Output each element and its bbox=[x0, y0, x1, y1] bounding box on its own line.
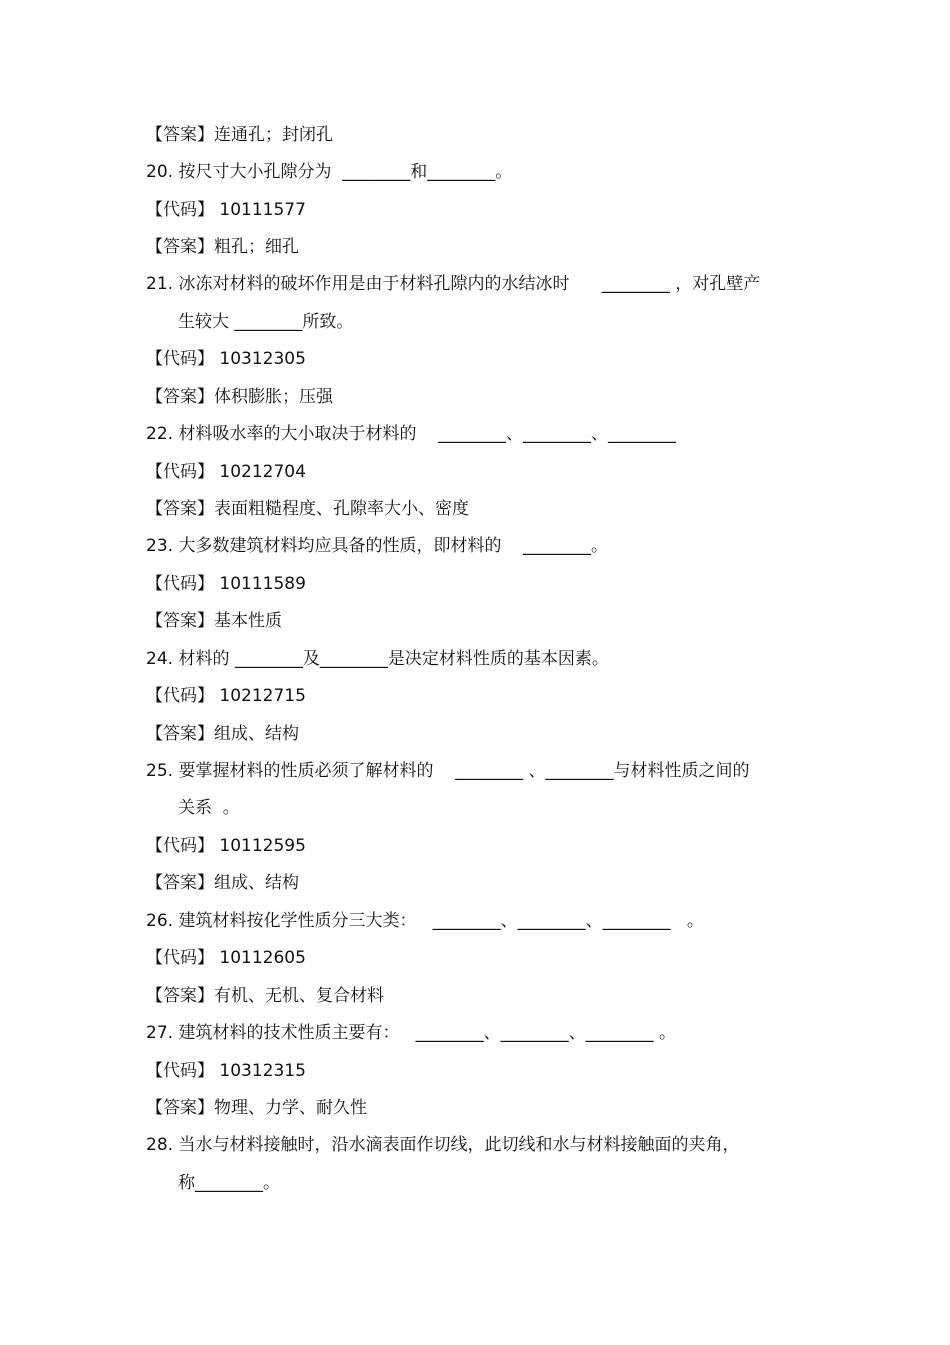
code-line: 【代码】 10111589 bbox=[146, 574, 306, 594]
question-26: 26. 建筑材料按化学性质分三大类： ________、________、________ 。 bbox=[146, 911, 704, 931]
code-line: 【代码】 10112605 bbox=[146, 948, 306, 968]
question-25-continued: 关系 。 bbox=[178, 798, 240, 818]
question-23: 23. 大多数建筑材料均应具备的性质，即材料的 ________。 bbox=[146, 536, 609, 556]
answer-line: 【答案】连通孔；封闭孔 bbox=[146, 125, 333, 145]
question-21: 21. 冰冻对材料的破坏作用是由于材料孔隙内的水结冰时 ________ ，对孔壁产 bbox=[146, 274, 761, 294]
question-20: 20. 按尺寸大小孔隙分为 ________和________。 bbox=[146, 162, 513, 182]
answer-line: 【答案】组成、结构 bbox=[146, 873, 299, 893]
question-24: 24. 材料的 ________及________是决定材料性质的基本因素。 bbox=[146, 649, 609, 669]
answer-line: 【答案】有机、无机、复合材料 bbox=[146, 986, 384, 1006]
code-line: 【代码】 10312305 bbox=[146, 349, 306, 369]
answer-line: 【答案】表面粗糙程度、孔隙率大小、密度 bbox=[146, 499, 469, 519]
question-25: 25. 要掌握材料的性质必须了解材料的 ________ 、________与材料性质之间的 bbox=[146, 761, 750, 781]
code-line: 【代码】 10111577 bbox=[146, 200, 306, 220]
question-27: 27. 建筑材料的技术性质主要有： ________、________、________ 。 bbox=[146, 1023, 677, 1043]
answer-line: 【答案】粗孔；细孔 bbox=[146, 237, 299, 257]
question-28-continued: 称________。 bbox=[178, 1173, 280, 1193]
question-28: 28. 当水与材料接触时，沿水滴表面作切线，此切线和水与材料接触面的夹角， bbox=[146, 1135, 740, 1155]
answer-line: 【答案】组成、结构 bbox=[146, 724, 299, 744]
answer-line: 【答案】基本性质 bbox=[146, 611, 282, 631]
answer-line: 【答案】体积膨胀；压强 bbox=[146, 387, 333, 407]
question-21-continued: 生较大 ________所致。 bbox=[178, 312, 354, 332]
code-line: 【代码】 10112595 bbox=[146, 836, 306, 856]
answer-line: 【答案】物理、力学、耐久性 bbox=[146, 1098, 367, 1118]
code-line: 【代码】 10212704 bbox=[146, 462, 306, 482]
question-22: 22. 材料吸水率的大小取决于材料的 ________、________、________ bbox=[146, 424, 677, 444]
code-line: 【代码】 10312315 bbox=[146, 1061, 306, 1081]
code-line: 【代码】 10212715 bbox=[146, 686, 306, 706]
